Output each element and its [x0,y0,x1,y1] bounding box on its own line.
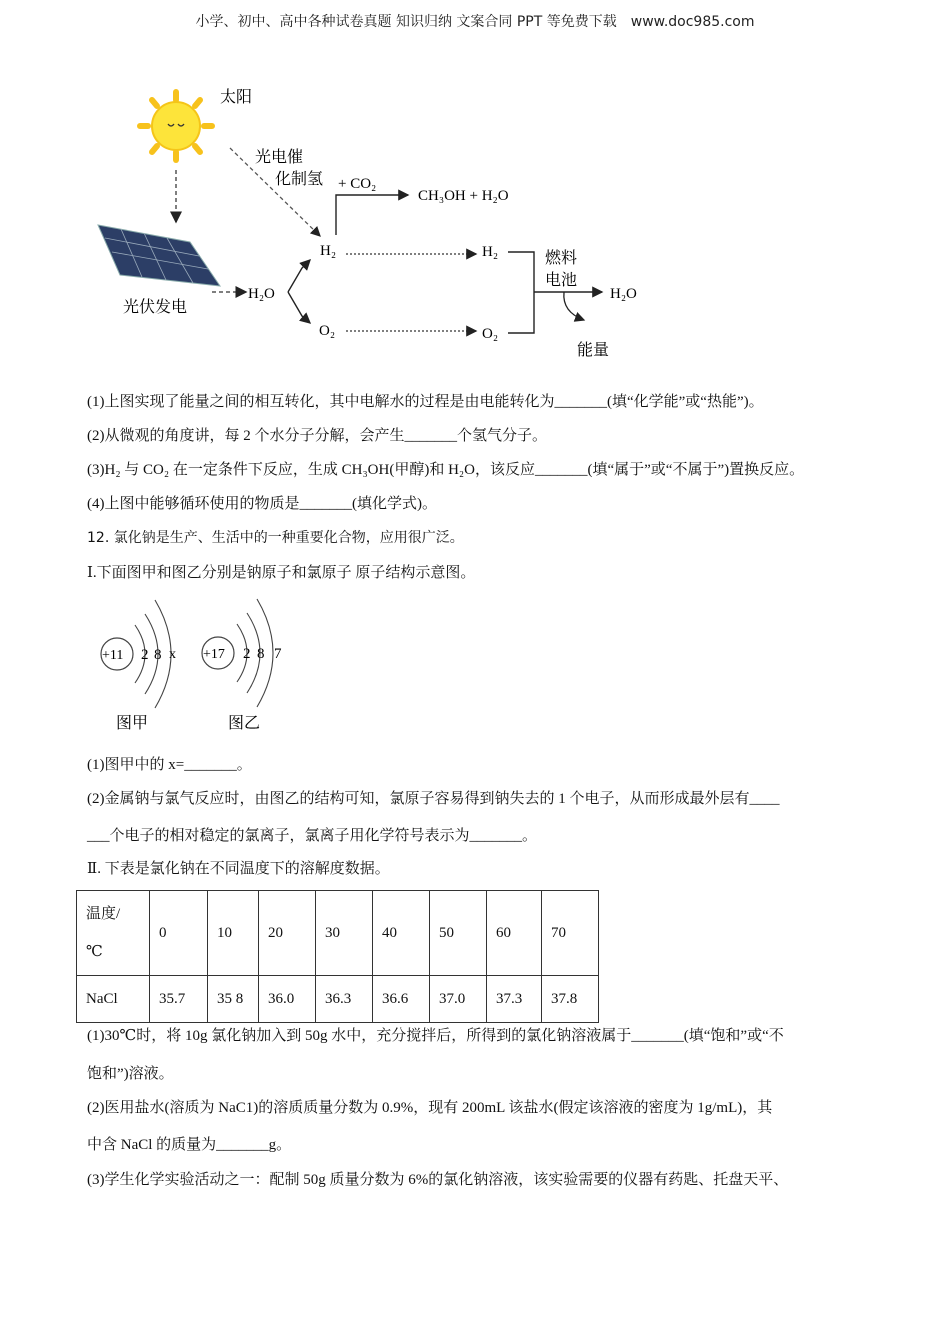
h2o-right: H₂O [610,286,637,302]
o2-left: O₂ [319,323,336,339]
figure-a-label: 图甲 [116,713,149,732]
table-cell: 36.3 [316,976,373,1023]
pv-label: 光伏发电 [123,297,188,316]
table-row-label: NaCl [77,976,150,1023]
table-cell: 30 [316,891,373,976]
shell-3: 7 [274,646,282,662]
table-header-cell [77,891,150,976]
q12-ii-part1-line1: (1)30℃时，将 10g 氯化钠加入到 50g 水中，充分搅拌后，所得到的氯化钠溶液属于_______(填“饱和”或“不 [87,1028,784,1044]
products-label: CH₃OH + H₂O [418,188,509,204]
shell-2: 8 [257,646,265,662]
table-cell: 36.6 [373,976,430,1023]
table-cell: 10 [208,891,259,976]
q12-ii-part1-line2: 饱和”)溶液。 [87,1066,174,1082]
table-cell: 35.7 [150,976,208,1023]
q12-ii-part3: (3)学生化学实验活动之一：配制 50g 质量分数为 6%的氯化钠溶液，该实验需要的仪器有药匙、托盘天平、 [87,1172,789,1188]
shell-1: 2 [141,647,149,663]
sodium-atom [101,600,176,732]
q11-part3: (3)H₂ 与 CO₂ 在一定条件下反应，生成 CH₃OH(甲醇)和 H₂O，该反应_______(填“属于”或“不属于”)置换反应。 [87,462,805,478]
atom-structure-diagrams [90,592,300,737]
q12-part1-intro: Ⅰ.下面图甲和图乙分别是钠原子和氯原子 原子结构示意图。 [87,565,476,581]
table-row [77,976,599,1023]
energy-label: 能量 [577,340,610,359]
table-cell: 0 [150,891,208,976]
q12-ii-part2-line2: 中含 NaCl 的质量为_______g。 [87,1137,292,1153]
fuel-cell-label-1: 燃料 [545,248,578,267]
nucleus-charge: +17 [203,647,225,662]
table-cell: 40 [373,891,430,976]
h2-left: H₂ [320,243,337,259]
sun-label: 太阳 [220,87,253,106]
sun-icon [140,92,212,160]
nucleus-charge: +11 [102,648,124,663]
table-cell: 37.0 [430,976,487,1023]
table-cell: 50 [430,891,487,976]
plus-co2-label: + CO₂ [338,176,377,192]
energy-cycle-diagram [90,80,670,370]
fuel-cell-label-2: 电池 [545,270,578,289]
photocatalysis-label-1: 光电催 [255,147,304,166]
solar-panel-icon [98,225,220,286]
table-cell: 20 [259,891,316,976]
table-cell: 35 8 [208,976,259,1023]
q12-i-part2-line2: ___个电子的相对稳定的氯离子，氯离子用化学符号表示为_______。 [87,828,538,844]
table-row [77,891,599,976]
header-temp: 温度/ [86,906,121,922]
q12-title: 12. 氯化钠是生产、生活中的一种重要化合物，应用很广泛。 [87,530,464,546]
table-cell: 60 [487,891,542,976]
q11-part4: (4)上图中能够循环使用的物质是_______(填化学式)。 [87,496,437,512]
solubility-table [76,890,599,1023]
photocatalysis-label-2: 化制氢 [275,169,324,188]
shell-1: 2 [243,646,251,662]
table-cell: 36.0 [259,976,316,1023]
table-cell: 37.3 [487,976,542,1023]
page-header [0,11,950,31]
figure-b-label: 图乙 [228,713,261,732]
shell-2: 8 [154,647,162,663]
q12-i-part1: (1)图甲中的 x=_______。 [87,757,252,773]
q12-i-part2-line1: (2)金属钠与氯气反应时，由图乙的结构可知，氯原子容易得到钠失去的 1 个电子，从而形成最外层有____ [87,791,780,807]
header-unit: ℃ [86,944,103,960]
o2-right: O₂ [482,326,499,342]
table-cell: 37.8 [542,976,599,1023]
q11-part1: (1)上图实现了能量之间的相互转化，其中电解水的过程是由电能转化为_______(填“化学能”或“热能”)。 [87,394,764,410]
header-text: 小学、初中、高中各种试卷真题 知识归纳 文案合同 PPT 等免费下载 [195,14,617,30]
h2o-left: H₂O [248,286,275,302]
h2-right: H₂ [482,244,499,260]
q12-ii-part2-line1: (2)医用盐水(溶质为 NaC1)的溶质质量分数为 0.9%，现有 200mL 该盐水(假定该溶液的密度为 1g/mL)，其 [87,1100,773,1116]
table-cell: 70 [542,891,599,976]
header-url: www.doc985.com [630,14,755,30]
q11-part2: (2)从微观的角度讲，每 2 个水分子分解，会产生_______个氢气分子。 [87,428,547,444]
chlorine-atom [202,599,282,732]
shell-3: x [169,647,176,662]
q12-part2-intro: Ⅱ. 下表是氯化钠在不同温度下的溶解度数据。 [87,861,390,877]
